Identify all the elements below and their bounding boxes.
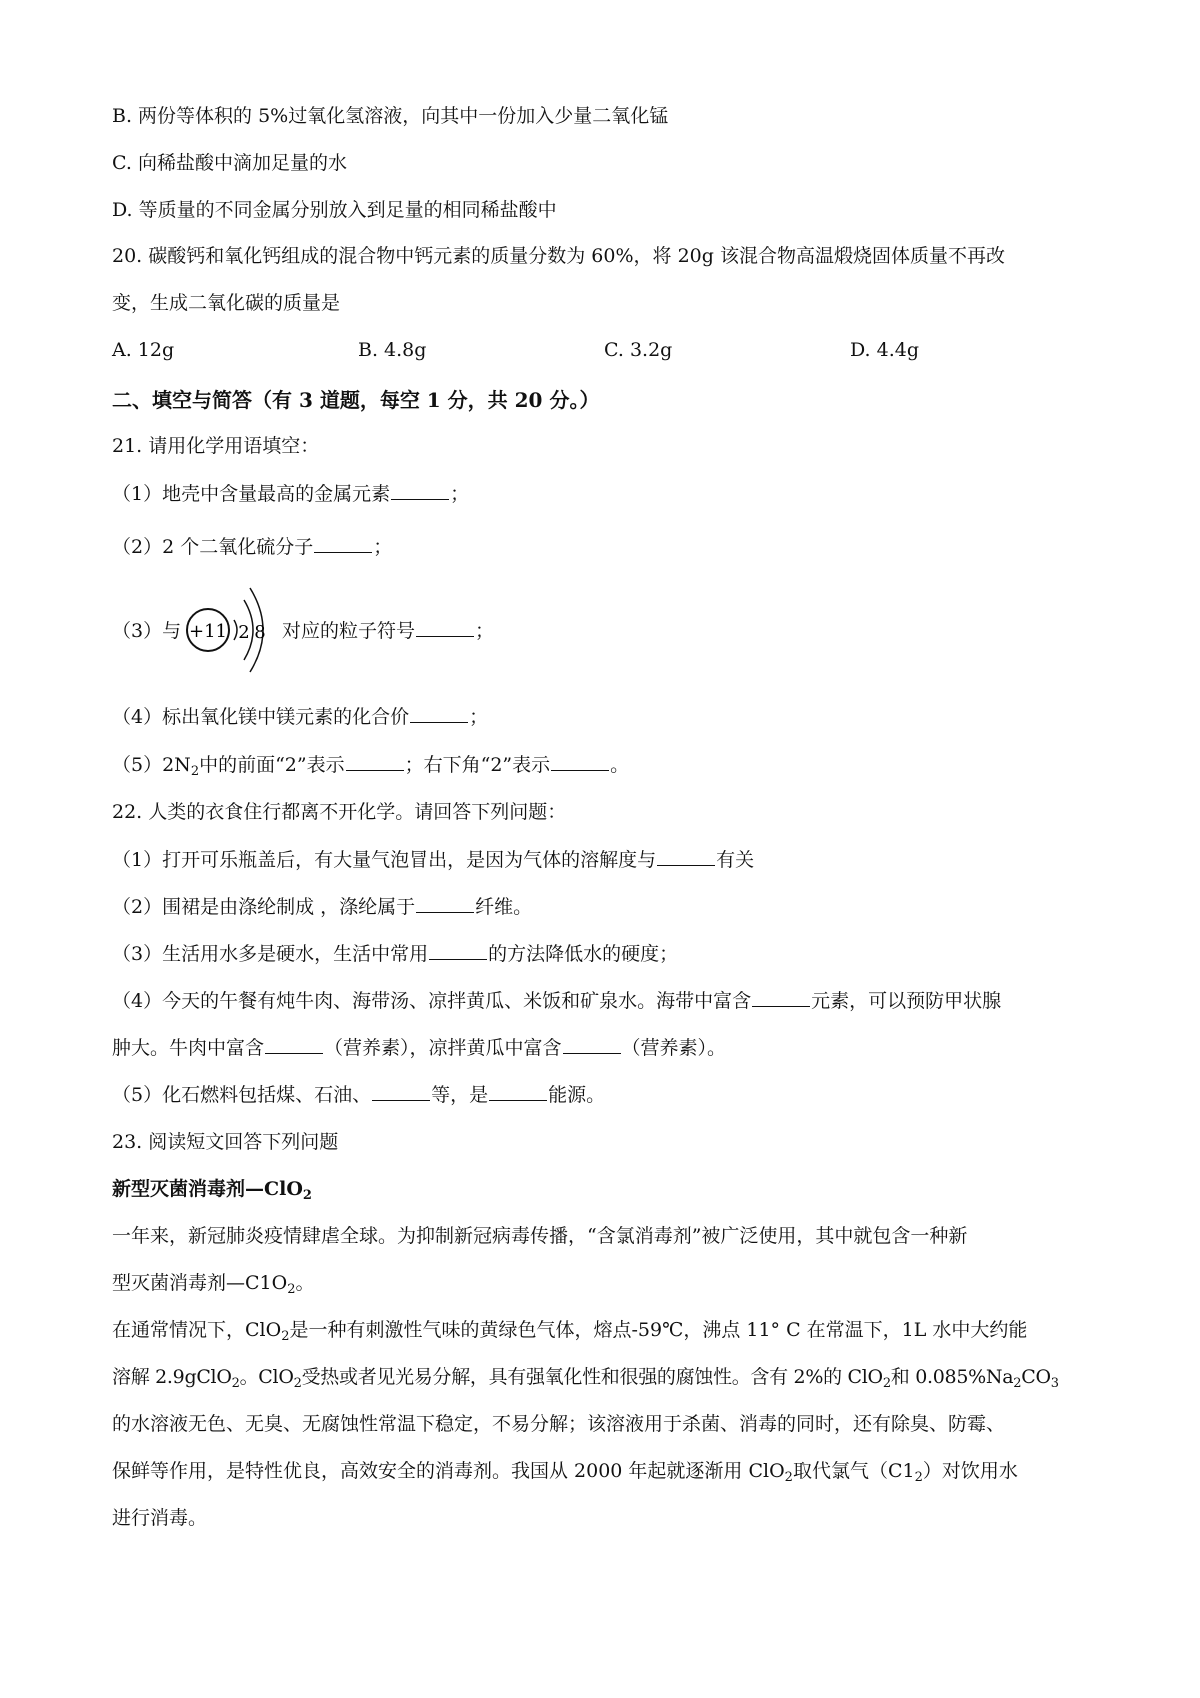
- q22-part3-text: （3）生活用水多是硬水，生活中常用: [112, 943, 429, 965]
- punct: 。: [610, 754, 630, 776]
- punct: ；: [469, 706, 489, 728]
- sodium-ion-structure-diagram: [184, 578, 284, 678]
- q21-part5-text-b: 中的前面“2”表示: [199, 754, 345, 776]
- shell2-electrons: 8: [254, 622, 266, 643]
- answer-blank[interactable]: [265, 1035, 323, 1054]
- text: 和 0.085%Na: [890, 1366, 1014, 1388]
- q20-stem-line1: 20. 碳酸钙和氧化钙组成的混合物中钙元素的质量分数为 60%，将 20g 该混合物高温煅烧固体质量不再改: [112, 245, 1005, 267]
- answer-blank[interactable]: [429, 941, 487, 960]
- subscript: 2: [914, 1470, 923, 1485]
- q22-part5-text-b: 等，是: [431, 1084, 489, 1106]
- q22-part4-text-b: 元素，可以预防甲状腺: [811, 990, 1002, 1012]
- q23-para1-line2: [112, 1270, 315, 1296]
- q22-part1-text-b: 有关: [716, 849, 755, 871]
- text: 保鲜等作用，是特性优良，高效安全的消毒剂。我国从 2000 年起就逐渐用 ClO: [112, 1460, 785, 1482]
- q22-part4-line2: [112, 1035, 726, 1061]
- text: 受热或者见光易分解，具有强氧化性和很强的腐蚀性。含有 2%的 ClO: [301, 1366, 883, 1388]
- q21-part5: [112, 752, 629, 778]
- subscript: 2: [287, 1282, 296, 1297]
- answer-blank[interactable]: [372, 1082, 430, 1101]
- q23-para2-line5: 进行消毒。: [112, 1507, 208, 1529]
- subscript: 2: [882, 1376, 891, 1391]
- text: 是一种有刺激性气味的黄绿色气体，熔点-59℃，沸点 11° C 在常温下，1L 水中大约能: [289, 1319, 1028, 1341]
- q21-part3-suffix: [282, 618, 494, 644]
- q22-part5-text-c: 能源。: [548, 1084, 606, 1106]
- answer-blank[interactable]: [410, 704, 468, 723]
- q21-stem: 21. 请用化学用语填空：: [112, 435, 320, 457]
- q21-part1: [112, 481, 469, 507]
- q22-part3-text-b: 的方法降低水的硬度；: [488, 943, 679, 965]
- q23-article-title: [112, 1176, 312, 1202]
- nucleus-charge: +11: [189, 621, 227, 642]
- punct: ；: [373, 536, 393, 558]
- q21-part3-text: 对应的粒子符号: [282, 620, 416, 642]
- q21-part3-prefix: （3）与: [112, 620, 182, 642]
- punct: ；: [475, 620, 495, 642]
- q22-part5: [112, 1082, 605, 1108]
- answer-blank[interactable]: [657, 847, 715, 866]
- answer-blank[interactable]: [346, 752, 404, 771]
- answer-blank[interactable]: [489, 1082, 547, 1101]
- shell1-electrons: 2: [238, 622, 250, 643]
- q20-option-c: C. 3.2g: [604, 339, 673, 361]
- q23-para2-line3: 的水溶液无色、无臭、无腐蚀性常温下稳定，不易分解；该溶液用于杀菌、消毒的同时，还有除臭、防霉、: [112, 1413, 1006, 1435]
- q19-option-d: D. 等质量的不同金属分别放入到足量的相同稀盐酸中: [112, 199, 557, 221]
- text: 。: [295, 1272, 315, 1294]
- q21-part4-text: （4）标出氧化镁中镁元素的化合价: [112, 706, 410, 728]
- text: 取代氯气（C1: [792, 1460, 915, 1482]
- q23-stem: 23. 阅读短文回答下列问题: [112, 1131, 339, 1153]
- subscript: 2: [302, 1188, 312, 1203]
- q22-part1: [112, 847, 754, 873]
- answer-blank[interactable]: [752, 988, 810, 1007]
- answer-blank[interactable]: [563, 1035, 621, 1054]
- q22-part4-text-c: 肿大。牛肉中富含: [112, 1037, 265, 1059]
- subscript: 2: [293, 1376, 302, 1391]
- q20-option-d: D. 4.4g: [850, 339, 920, 361]
- q22-part4-text-e: （营养素）。: [621, 1037, 727, 1059]
- q22-part1-text: （1）打开可乐瓶盖后，有大量气泡冒出，是因为气体的溶解度与: [112, 849, 657, 871]
- q20-option-b: B. 4.8g: [358, 339, 427, 361]
- q22-part2-text: （2）围裙是由涤纶制成 ，涤纶属于: [112, 896, 416, 918]
- q21-part2-text: （2）2 个二氧化硫分子: [112, 536, 314, 558]
- q23-para2-line1: [112, 1317, 1027, 1343]
- answer-blank[interactable]: [551, 752, 609, 771]
- q21-part5-text: （5）2N: [112, 754, 191, 776]
- q22-part4-line1: [112, 988, 1001, 1014]
- q21-part1-text: （1）地壳中含量最高的金属元素: [112, 483, 391, 505]
- answer-blank[interactable]: [416, 618, 474, 637]
- q23-title-text: 新型灭菌消毒剂—ClO: [112, 1178, 303, 1200]
- q22-part2: [112, 894, 532, 920]
- text: ）对饮用水: [922, 1460, 1018, 1482]
- q19-option-b: B. 两份等体积的 5%过氧化氢溶液，向其中一份加入少量二氧化锰: [112, 105, 669, 127]
- answer-blank[interactable]: [391, 481, 449, 500]
- q21-part2: [112, 534, 392, 560]
- subscript: 2: [281, 1329, 290, 1344]
- answer-blank[interactable]: [416, 894, 474, 913]
- q19-option-c: C. 向稀盐酸中滴加足量的水: [112, 152, 347, 174]
- text: 。ClO: [239, 1366, 294, 1388]
- subscript: 2: [784, 1470, 793, 1485]
- subscript: 2: [190, 764, 200, 779]
- answer-blank[interactable]: [314, 534, 372, 553]
- q23-para1-line1: 一年来，新冠肺炎疫情肆虐全球。为抑制新冠病毒传播，“含氯消毒剂”被广泛使用，其中就包含一种新: [112, 1225, 968, 1247]
- q22-part4-text: （4）今天的午餐有炖牛肉、海带汤、凉拌黄瓜、米饭和矿泉水。海带中富含: [112, 990, 752, 1012]
- subscript: 2: [1013, 1376, 1022, 1391]
- text: CO: [1021, 1366, 1051, 1388]
- q23-para2-line2: [112, 1364, 1059, 1390]
- text: 溶解 2.9gClO: [112, 1366, 232, 1388]
- q22-part4-text-d: （营养素），凉拌黄瓜中富含: [324, 1037, 562, 1059]
- q22-part2-text-b: 纤维。: [475, 896, 533, 918]
- punct: ；: [450, 483, 470, 505]
- q22-stem: 22. 人类的衣食住行都离不开化学。请回答下列问题：: [112, 801, 567, 823]
- q23-para2-line4: [112, 1458, 1018, 1484]
- q22-part3: [112, 941, 678, 967]
- q22-part5-text: （5）化石燃料包括煤、石油、: [112, 1084, 372, 1106]
- q20-stem-line2: 变，生成二氧化碳的质量是: [112, 292, 341, 314]
- q21-part5-text-c: ；右下角“2”表示: [404, 754, 551, 776]
- section-2-heading: 二、填空与简答（有 3 道题，每空 1 分，共 20 分。）: [112, 388, 600, 412]
- text: 在通常情况下，ClO: [112, 1319, 282, 1341]
- text: 型灭菌消毒剂—C1O: [112, 1272, 288, 1294]
- q21-part4: [112, 704, 488, 730]
- electron-shell-1-arc: [234, 620, 237, 640]
- subscript: 3: [1050, 1376, 1059, 1391]
- q20-option-a: A. 12g: [112, 339, 175, 361]
- subscript: 2: [231, 1376, 240, 1391]
